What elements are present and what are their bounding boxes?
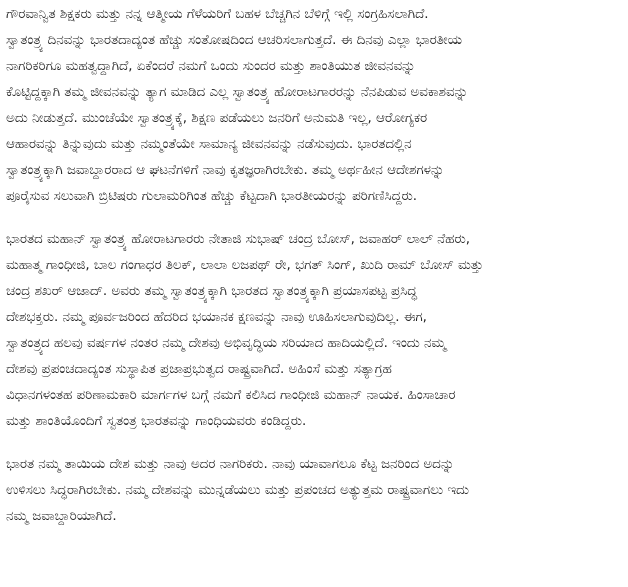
- paragraph-intro: [6, 2, 624, 210]
- text-line: ಮತ್ತು ಶಾಂತಿಯೊಂದಿಗೆ ಸ್ವತಂತ್ರ ಭಾರತವನ್ನು ಗಾಂಧಿಯವರು ಕಂಡಿದ್ದರು.: [6, 414, 307, 429]
- text-line: ಚಂದ್ರ ಶಖರ್ ಆಜಾದ್. ಅವರು ತಮ್ಮ ಸ್ವಾತಂತ್ರ್ಯಕ್ಕಾಗಿ ಭಾರತದ ಸ್ವಾತಂತ್ರ್ಯಕ್ಕಾಗಿ ಪ್ರಯಾಸಪಟ್ಟ ಪ್ರಸಿದ್ಧ: [6, 284, 418, 299]
- text-line: ಸ್ವಾತಂತ್ರ್ಯಕ್ಕಾಗಿ ಜವಾಬ್ದಾರರಾದ ಆ ಘಟನೆಗಳಿಗೆ ನಾವು ಕೃತಜ್ಞರಾಗಿರಬೇಕು. ತಮ್ಮ ಅರ್ಥಹೀನ ಆದೇಶಗಳನ್ನು: [6, 163, 445, 178]
- text-line: ಸ್ವಾತಂತ್ರ್ಯದ ಹಲವು ವರ್ಷಗಳ ನಂತರ ನಮ್ಮ ದೇಶವು ಅಭಿವೃದ್ಧಿಯ ಸರಿಯಾದ ಹಾದಿಯಲ್ಲಿದೆ. ಇಂದು ನಮ್ಮ: [6, 336, 446, 351]
- text-line: ಭಾರತ ನಮ್ಮ ತಾಯಿಯ ದೇಶ ಮತ್ತು ನಾವು ಅದರ ನಾಗರಿಕರು. ನಾವು ಯಾವಾಗಲೂ ಕೆಟ್ಟ ಜನರಿಂದ ಅದನ್ನು: [6, 457, 455, 472]
- text-line: ನಮ್ಮ ಜವಾಬ್ದಾರಿಯಾಗಿದೆ.: [6, 509, 117, 524]
- text-line: ದೇಶವು ಪ್ರಪಂಚದಾದ್ಯಂತ ಸುಸ್ಥಾಪಿತ ಪ್ರಜಾಪ್ರಭುತ್ವದ ರಾಷ್ಟ್ರವಾಗಿದೆ. ಅಹಿಂಸೆ ಮತ್ತು ಸತ್ಯಾಗ್ರಹ: [6, 362, 392, 377]
- text-line: ಉಳಿಸಲು ಸಿದ್ಧರಾಗಿರಬೇಕು. ನಮ್ಮ ದೇಶವನ್ನು ಮುನ್ನಡೆಯಲು ಮತ್ತು ಪ್ರಪಂಚದ ಅತ್ಯುತ್ತಮ ರಾಷ್ಟ್ರವಾಗಲು ಇದು: [6, 483, 469, 498]
- paragraph-conclusion: [6, 452, 624, 530]
- text-line: ಕೊಟ್ಟಿದ್ದಕ್ಕಾಗಿ ತಮ್ಮ ಜೀವನವನ್ನು ತ್ಯಾಗ ಮಾಡಿದ ಎಲ್ಲ ಸ್ವಾತಂತ್ರ್ಯ ಹೋರಾಟಗಾರರನ್ನು ನೆನಪಿಡುವ ಅವಕಾಶವನ್ನು: [6, 85, 469, 100]
- paragraph-freedom-fighters: [6, 227, 624, 435]
- document-body: [6, 2, 624, 547]
- text-line: ಪೂರೈಸುವ ಸಲುವಾಗಿ ಬ್ರಿಟಿಷರು ಗುಲಾಮರಿಗಿಂತ ಹೆಚ್ಚು ಕೆಟ್ಟದಾಗಿ ಭಾರತೀಯರನ್ನು ಪರಿಗಣಿಸಿದ್ದರು.: [6, 189, 418, 204]
- text-line: ಸ್ವಾತಂತ್ರ್ಯ ದಿನವನ್ನು ಭಾರತದಾದ್ಯಂತ ಹೆಚ್ಚು ಸಂತೋಷದಿಂದ ಆಚರಿಸಲಾಗುತ್ತದೆ. ಈ ದಿನವು ಎಲ್ಲಾ ಭಾರತೀಯ: [6, 33, 462, 48]
- text-line: ವಿಧಾನಗಳಂತಹ ಪರಿಣಾಮಕಾರಿ ಮಾರ್ಗಗಳ ಬಗ್ಗೆ ನಮಗೆ ಕಲಿಸಿದ ಗಾಂಧೀಜಿ ಮಹಾನ್ ನಾಯಕ. ಹಿಂಸಾಚಾರ: [6, 388, 456, 403]
- text-line: ಗೌರವಾನ್ವಿತ ಶಿಕ್ಷಕರು ಮತ್ತು ನನ್ನ ಆತ್ಮೀಯ ಗೆಳೆಯರಿಗೆ ಬಹಳ ಬೆಚ್ಚಗಿನ ಬೆಳಿಗ್ಗೆ ಇಲ್ಲಿ ಸಂಗ್ರಹಿಸಲಾಗಿದೆ.: [6, 7, 429, 22]
- text-line: ನಾಗರಿಕರಿಗೂ ಮಹತ್ವದ್ದಾಗಿದೆ, ಏಕೆಂದರೆ ನಮಗೆ ಒಂದು ಸುಂದರ ಮತ್ತು ಶಾಂತಿಯುತ ಜೀವನವನ್ನು: [6, 59, 416, 74]
- text-line: ಮಹಾತ್ಮ ಗಾಂಧೀಜಿ, ಬಾಲ ಗಂಗಾಧರ ತಿಲಕ್, ಲಾಲಾ ಲಜಪಥ್ ರೇ, ಭಗತ್ ಸಿಂಗ್, ಖುದಿ ರಾಮ್ ಬೋಸ್ ಮತ್ತು: [6, 258, 484, 273]
- text-line: ಭಾರತದ ಮಹಾನ್ ಸ್ವಾತಂತ್ರ್ಯ ಹೋರಾಟಗಾರರು ನೇತಾಜಿ ಸುಭಾಷ್ ಚಂದ್ರ ಬೋಸ್, ಜವಾಹರ್ ಲಾಲ್ ನೆಹರು,: [6, 232, 471, 247]
- text-line: ಅದು ನೀಡುತ್ತದೆ. ಮುಂಚೆಯೇ ಸ್ವಾತಂತ್ರ್ಯಕ್ಕೆ, ಶಿಕ್ಷಣ ಪಡೆಯಲು ಜನರಿಗೆ ಅನುಮತಿ ಇಲ್ಲ, ಆರೋಗ್ಯಕರ: [6, 111, 428, 126]
- text-line: ದೇಶಭಕ್ತರು. ನಮ್ಮ ಪೂರ್ವಜರಿಂದ ಹೆದರಿದ ಭಯಾನಕ ಕ್ಷಣವನ್ನು ನಾವು ಊಹಿಸಲಾಗುವುದಿಲ್ಲ. ಈಗ,: [6, 310, 427, 325]
- text-line: ಆಹಾರವನ್ನು ತಿನ್ನುವುದು ಮತ್ತು ನಮ್ಮಂತೆಯೇ ಸಾಮಾನ್ಯ ಜೀವನವನ್ನು ನಡೆಸುವುದು. ಭಾರತದಲ್ಲಿನ: [6, 137, 412, 152]
